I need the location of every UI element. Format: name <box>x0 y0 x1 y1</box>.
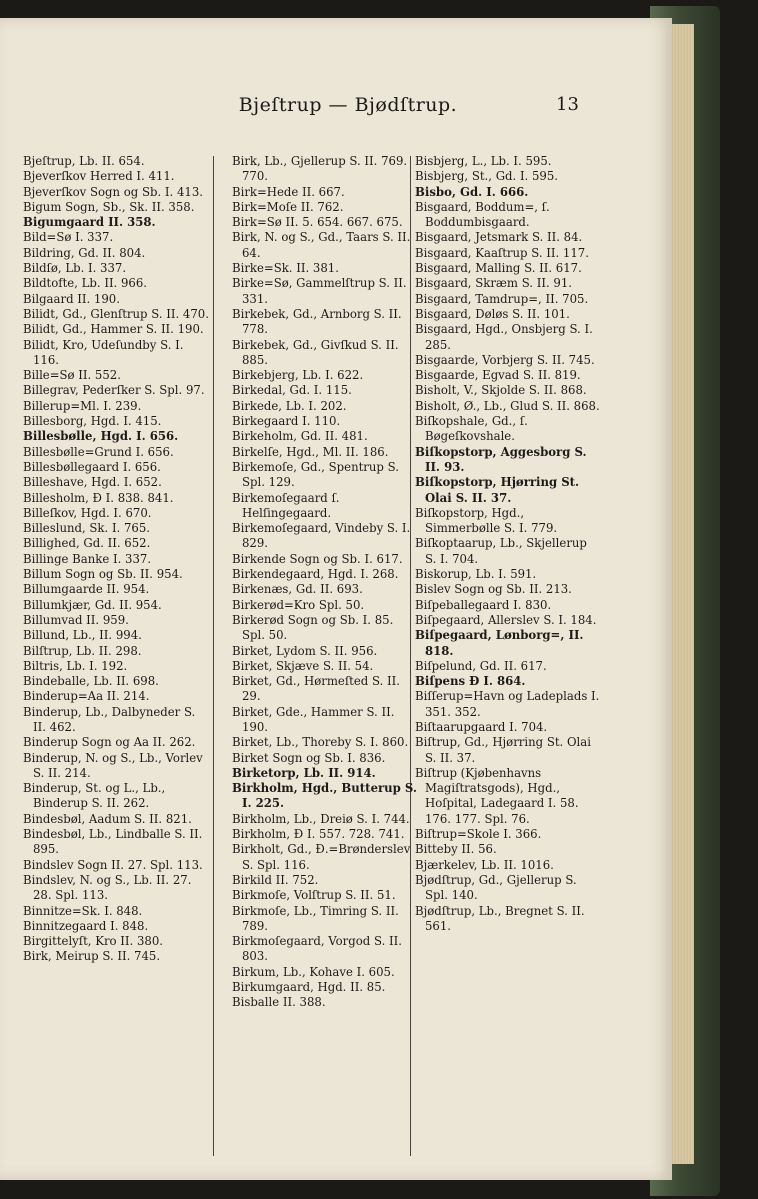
index-entry: Billesbølle=Grund I. 656. <box>23 444 174 459</box>
index-entry: Bilidt, Gd., Hammer S. II. 190. <box>23 322 204 337</box>
index-entry: Bisgaard, Boddum=, ſ. Boddumbisgaard. <box>415 199 550 230</box>
index-entry: Billumkjær, Gd. II. 954. <box>23 597 162 612</box>
running-head: Bjeſtrup — Bjødſtrup. <box>238 94 458 116</box>
index-entry: Bilidt, Kro, Udeſundby S. I. 116. <box>23 337 184 367</box>
index-entry: Birkemoſegaard ſ. Helſingegaard. <box>232 490 340 520</box>
index-entry: Bille=Sø II. 552. <box>23 368 121 383</box>
index-entry: Birkebjerg, Lb. I. 622. <box>232 368 364 383</box>
index-entry: Bisbo, Gd. I. 666. <box>415 184 529 199</box>
index-entry: Binderup Sogn og Aa II. 262. <box>23 735 196 750</box>
index-entry: Bindeballe, Lb. II. 698. <box>23 674 159 689</box>
index-entry: Birk=Sø II. 5. 654. 667. 675. <box>232 215 403 230</box>
index-entry: Bindesbøl, Aadum S. II. 821. <box>23 811 192 826</box>
index-entry: Birkende Sogn og Sb. I. 617. <box>232 551 403 566</box>
index-entry: Bigum Sogn, Sb., Sk. II. 358. <box>23 199 195 214</box>
index-entry: Binderup, Lb., Dalbyneder S. II. 462. <box>23 704 196 734</box>
index-column-3 <box>415 154 601 934</box>
index-entry: Bild=Sø I. 337. <box>23 230 114 245</box>
index-entry: Birkendegaard, Hgd. I. 268. <box>232 567 399 582</box>
index-entry: Biſkopshale, Gd., ſ. Bøgeſkovshale. <box>415 414 528 444</box>
index-entry: Billesholm, Ɖ I. 838. 841. <box>23 490 174 505</box>
index-entry: Billegrav, Pederſker S. Spl. 97. <box>23 383 205 398</box>
index-entry: Birkedal, Gd. I. 115. <box>232 383 352 398</box>
index-entry: Birkmoſe, Volſtrup S. II. 51. <box>232 888 396 903</box>
index-entry: Bisbjerg, L., Lb. I. 595. <box>415 154 552 168</box>
index-entry: Biſpegaard, Allerslev S. I. 184. <box>415 612 597 627</box>
index-entry: Birkholm, Lb., Dreiø S. I. 744. <box>232 811 410 826</box>
index-entry: Bisballe II. 388. <box>232 995 326 1010</box>
index-entry: Birgittelyſt, Kro II. 380. <box>23 934 163 949</box>
index-entry: Birket Sogn og Sb. I. 836. <box>232 750 386 765</box>
index-entry: Biſkopstorp, Hgd., Simmerbølle S. I. 779. <box>415 505 558 536</box>
index-entry: Biſpeballegaard I. 830. <box>415 597 552 612</box>
index-entry: Billum Sogn og Sb. II. 954. <box>23 567 183 582</box>
index-entry: Billerup=Ml. I. 239. <box>23 398 142 413</box>
index-entry: Birket, Lb., Thoreby S. I. 860. <box>232 735 409 750</box>
index-entry: Billeſkov, Hgd. I. 670. <box>23 505 152 520</box>
index-entry: Bisbjerg, St., Gd. I. 595. <box>415 169 559 184</box>
index-entry: Billighed, Gd. II. 652. <box>23 536 151 551</box>
index-entry: Biſpens Ɖ I. 864. <box>415 674 526 689</box>
index-entry: Biſtrup, Gd., Hjørring St. Olai S. II. 37. <box>415 735 591 765</box>
index-entry: Birkmoſe, Lb., Timring S. II. 789. <box>232 903 399 933</box>
index-entry: Bilidt, Gd., Glenſtrup S. II. 470. <box>23 306 209 321</box>
index-entry: Biskorup, Lb. I. 591. <box>415 567 537 582</box>
index-entry: Biſpelund, Gd. II. 617. <box>415 658 547 673</box>
index-entry: Birkelſe, Hgd., Ml. II. 186. <box>232 444 389 459</box>
index-entry: Birke=Sk. II. 381. <box>232 261 339 276</box>
index-entry: Birkegaard I. 110. <box>232 414 341 429</box>
index-entry: Birketorp, Lb. II. 914. <box>232 765 376 780</box>
index-entry: Birkumgaard, Hgd. II. 85. <box>232 980 386 995</box>
index-entry: Birkebek, Gd., Givſkud S. II. 885. <box>232 337 399 367</box>
index-entry: Biſtaarupgaard I. 704. <box>415 719 548 734</box>
book-page <box>0 18 672 1180</box>
index-entry: Bigumgaard II. 358. <box>23 215 156 230</box>
index-entry: Bjødſtrup, Gd., Gjellerup S. Spl. 140. <box>415 872 577 903</box>
index-entry: Birkholt, Gd., Ɖ.=Brønderslev S. Spl. 116. <box>232 842 411 872</box>
index-entry: Bjødſtrup, Lb., Bregnet S. II. 561. <box>415 903 585 933</box>
index-entry: Birkede, Lb. I. 202. <box>232 398 347 413</box>
index-entry: Birk, Meirup S. II. 745. <box>23 949 161 964</box>
index-entry: Biſpegaard, Lønborg=, II. 818. <box>415 628 584 658</box>
index-column-1 <box>23 154 209 965</box>
index-entry: Birkerød=Kro Spl. 50. <box>232 597 365 612</box>
index-entry: Birket, Gd., Hørmeſted S. II. 29. <box>232 674 400 704</box>
index-entry: Bjærkelev, Lb. II. 1016. <box>415 857 554 872</box>
index-entry: Billesbølle, Hgd. I. 656. <box>23 429 179 444</box>
index-entry: Bisgaard, Hgd., Onsbjerg S. I. 285. <box>415 322 593 352</box>
index-entry: Binnitzegaard I. 848. <box>23 918 149 933</box>
index-entry: Biſkopstorp, Hjørring St. Olai S. II. 37. <box>415 475 580 505</box>
index-entry: Birket, Lydom S. II. 956. <box>232 643 378 658</box>
index-entry: Bitteby II. 56. <box>415 842 497 857</box>
page-number: 13 <box>556 94 579 115</box>
index-entry: Binderup=Aa II. 214. <box>23 689 150 704</box>
index-entry: Birkebek, Gd., Arnborg S. II. 778. <box>232 306 402 337</box>
index-entry: Bislev Sogn og Sb. II. 213. <box>415 582 572 597</box>
index-entry: Biſkoptaarup, Lb., Skjellerup S. I. 704. <box>415 536 587 566</box>
index-entry: Bildſø, Lb. I. 337. <box>23 261 127 276</box>
index-entry: Birk=Moſe II. 762. <box>232 199 344 214</box>
index-entry: Billinge Banke I. 337. <box>23 551 152 566</box>
index-entry: Birkild II. 752. <box>232 872 319 887</box>
index-entry: Birkemoſe, Gd., Spentrup S. Spl. 129. <box>232 459 399 490</box>
index-entry: Birket, Gde., Hammer S. II. 190. <box>232 704 395 734</box>
index-entry: Bjeſtrup, Lb. II. 654. <box>23 154 145 168</box>
index-entry: Biſtrup=Skole I. 366. <box>415 827 542 842</box>
index-entry: Biſſerup=Havn og Ladeplads I. 351. 352. <box>415 689 600 719</box>
index-entry: Billesbøllegaard I. 656. <box>23 459 161 474</box>
index-entry: Billund, Lb., II. 994. <box>23 628 142 643</box>
page-header <box>0 94 672 124</box>
index-entry: Bindesbøl, Lb., Lindballe S. II. 895. <box>23 827 203 857</box>
index-entry: Birke=Sø, Gammelſtrup S. II. 331. <box>232 276 407 306</box>
index-entry: Bildring, Gd. II. 804. <box>23 245 146 260</box>
index-entry: Bilſtrup, Lb. II. 298. <box>23 643 142 658</box>
index-entry: Bisholt, V., Skjolde S. II. 868. <box>415 383 587 398</box>
index-entry: Birkum, Lb., Kohave I. 605. <box>232 964 395 979</box>
index-entry: Biſtrup (Kjøbenhavns Magiſtratsgods), Hgd., Hoſpital, Ladegaard I. 58. 176. 177. Spl. 76. <box>415 765 579 826</box>
index-entry: Bisgaard, Døløs S. II. 101. <box>415 306 570 321</box>
index-entry: Birkeholm, Gd. II. 481. <box>232 429 368 444</box>
index-entry: Bisgaard, Tamdrup=, II. 705. <box>415 291 589 306</box>
index-entry: Bisgaarde, Vorbjerg S. II. 745. <box>415 352 595 367</box>
index-entry: Birket, Skjæve S. II. 54. <box>232 658 374 673</box>
index-entry: Binnitze=Sk. I. 848. <box>23 903 143 918</box>
index-entry: Biſkopstorp, Aggesborg S. II. 93. <box>415 444 587 474</box>
index-entry: Bilgaard II. 190. <box>23 291 120 306</box>
index-entry: Bisgaard, Kaaſtrup S. II. 117. <box>415 245 589 260</box>
index-entry: Billesborg, Hgd. I. 415. <box>23 414 162 429</box>
index-entry: Billumgaarde II. 954. <box>23 582 150 597</box>
index-entry: Birkmoſegaard, Vorgod S. II. 803. <box>232 934 402 964</box>
index-entry: Billeshave, Hgd. I. 652. <box>23 475 162 490</box>
index-entry: Birk, Lb., Gjellerup S. II. 769. 770. <box>232 154 408 184</box>
index-entry: Bisgaard, Jetsmark S. II. 84. <box>415 230 583 245</box>
index-entry: Biltris, Lb. I. 192. <box>23 658 128 673</box>
index-entry: Birk=Hede II. 667. <box>232 184 345 199</box>
index-entry: Bindslev Sogn II. 27. Spl. 113. <box>23 857 203 872</box>
index-entry: Bisholt, Ø., Lb., Glud S. II. 868. <box>415 398 600 413</box>
index-entry: Binderup, St. og L., Lb., Binderup S. II. 262. <box>23 781 166 811</box>
index-entry: Binderup, N. og S., Lb., Vorlev S. II. 214. <box>23 750 203 780</box>
index-entry: Billeslund, Sk. I. 765. <box>23 521 151 536</box>
column-divider <box>213 156 214 1156</box>
index-entry: Birkenæs, Gd. II. 693. <box>232 582 363 597</box>
index-entry: Birkholm, Ɖ I. 557. 728. 741. <box>232 827 405 842</box>
index-entry: Birk, N. og S., Gd., Taars S. II. 64. <box>232 230 411 260</box>
index-entry: Bindslev, N. og S., Lb. II. 27. 28. Spl. 113. <box>23 872 192 903</box>
index-entry: Bjeverſkov Herred I. 411. <box>23 169 175 184</box>
index-entry: Bildtofte, Lb. II. 966. <box>23 276 148 291</box>
index-entry: Bjeverſkov Sogn og Sb. I. 413. <box>23 184 203 199</box>
index-entry: Birkholm, Hgd., Butterup S. I. 225. <box>232 781 418 811</box>
index-entry: Bisgaard, Skræm S. II. 91. <box>415 276 572 291</box>
index-entry: Billumvad II. 959. <box>23 612 129 627</box>
index-column-2 <box>232 154 418 1011</box>
index-entry: Birkerød Sogn og Sb. I. 85. Spl. 50. <box>232 612 394 643</box>
index-entry: Bisgaarde, Egvad S. II. 819. <box>415 368 581 383</box>
index-entry: Bisgaard, Malling S. II. 617. <box>415 261 582 276</box>
index-entry: Birkemoſegaard, Vindeby S. I. 829. <box>232 521 411 551</box>
